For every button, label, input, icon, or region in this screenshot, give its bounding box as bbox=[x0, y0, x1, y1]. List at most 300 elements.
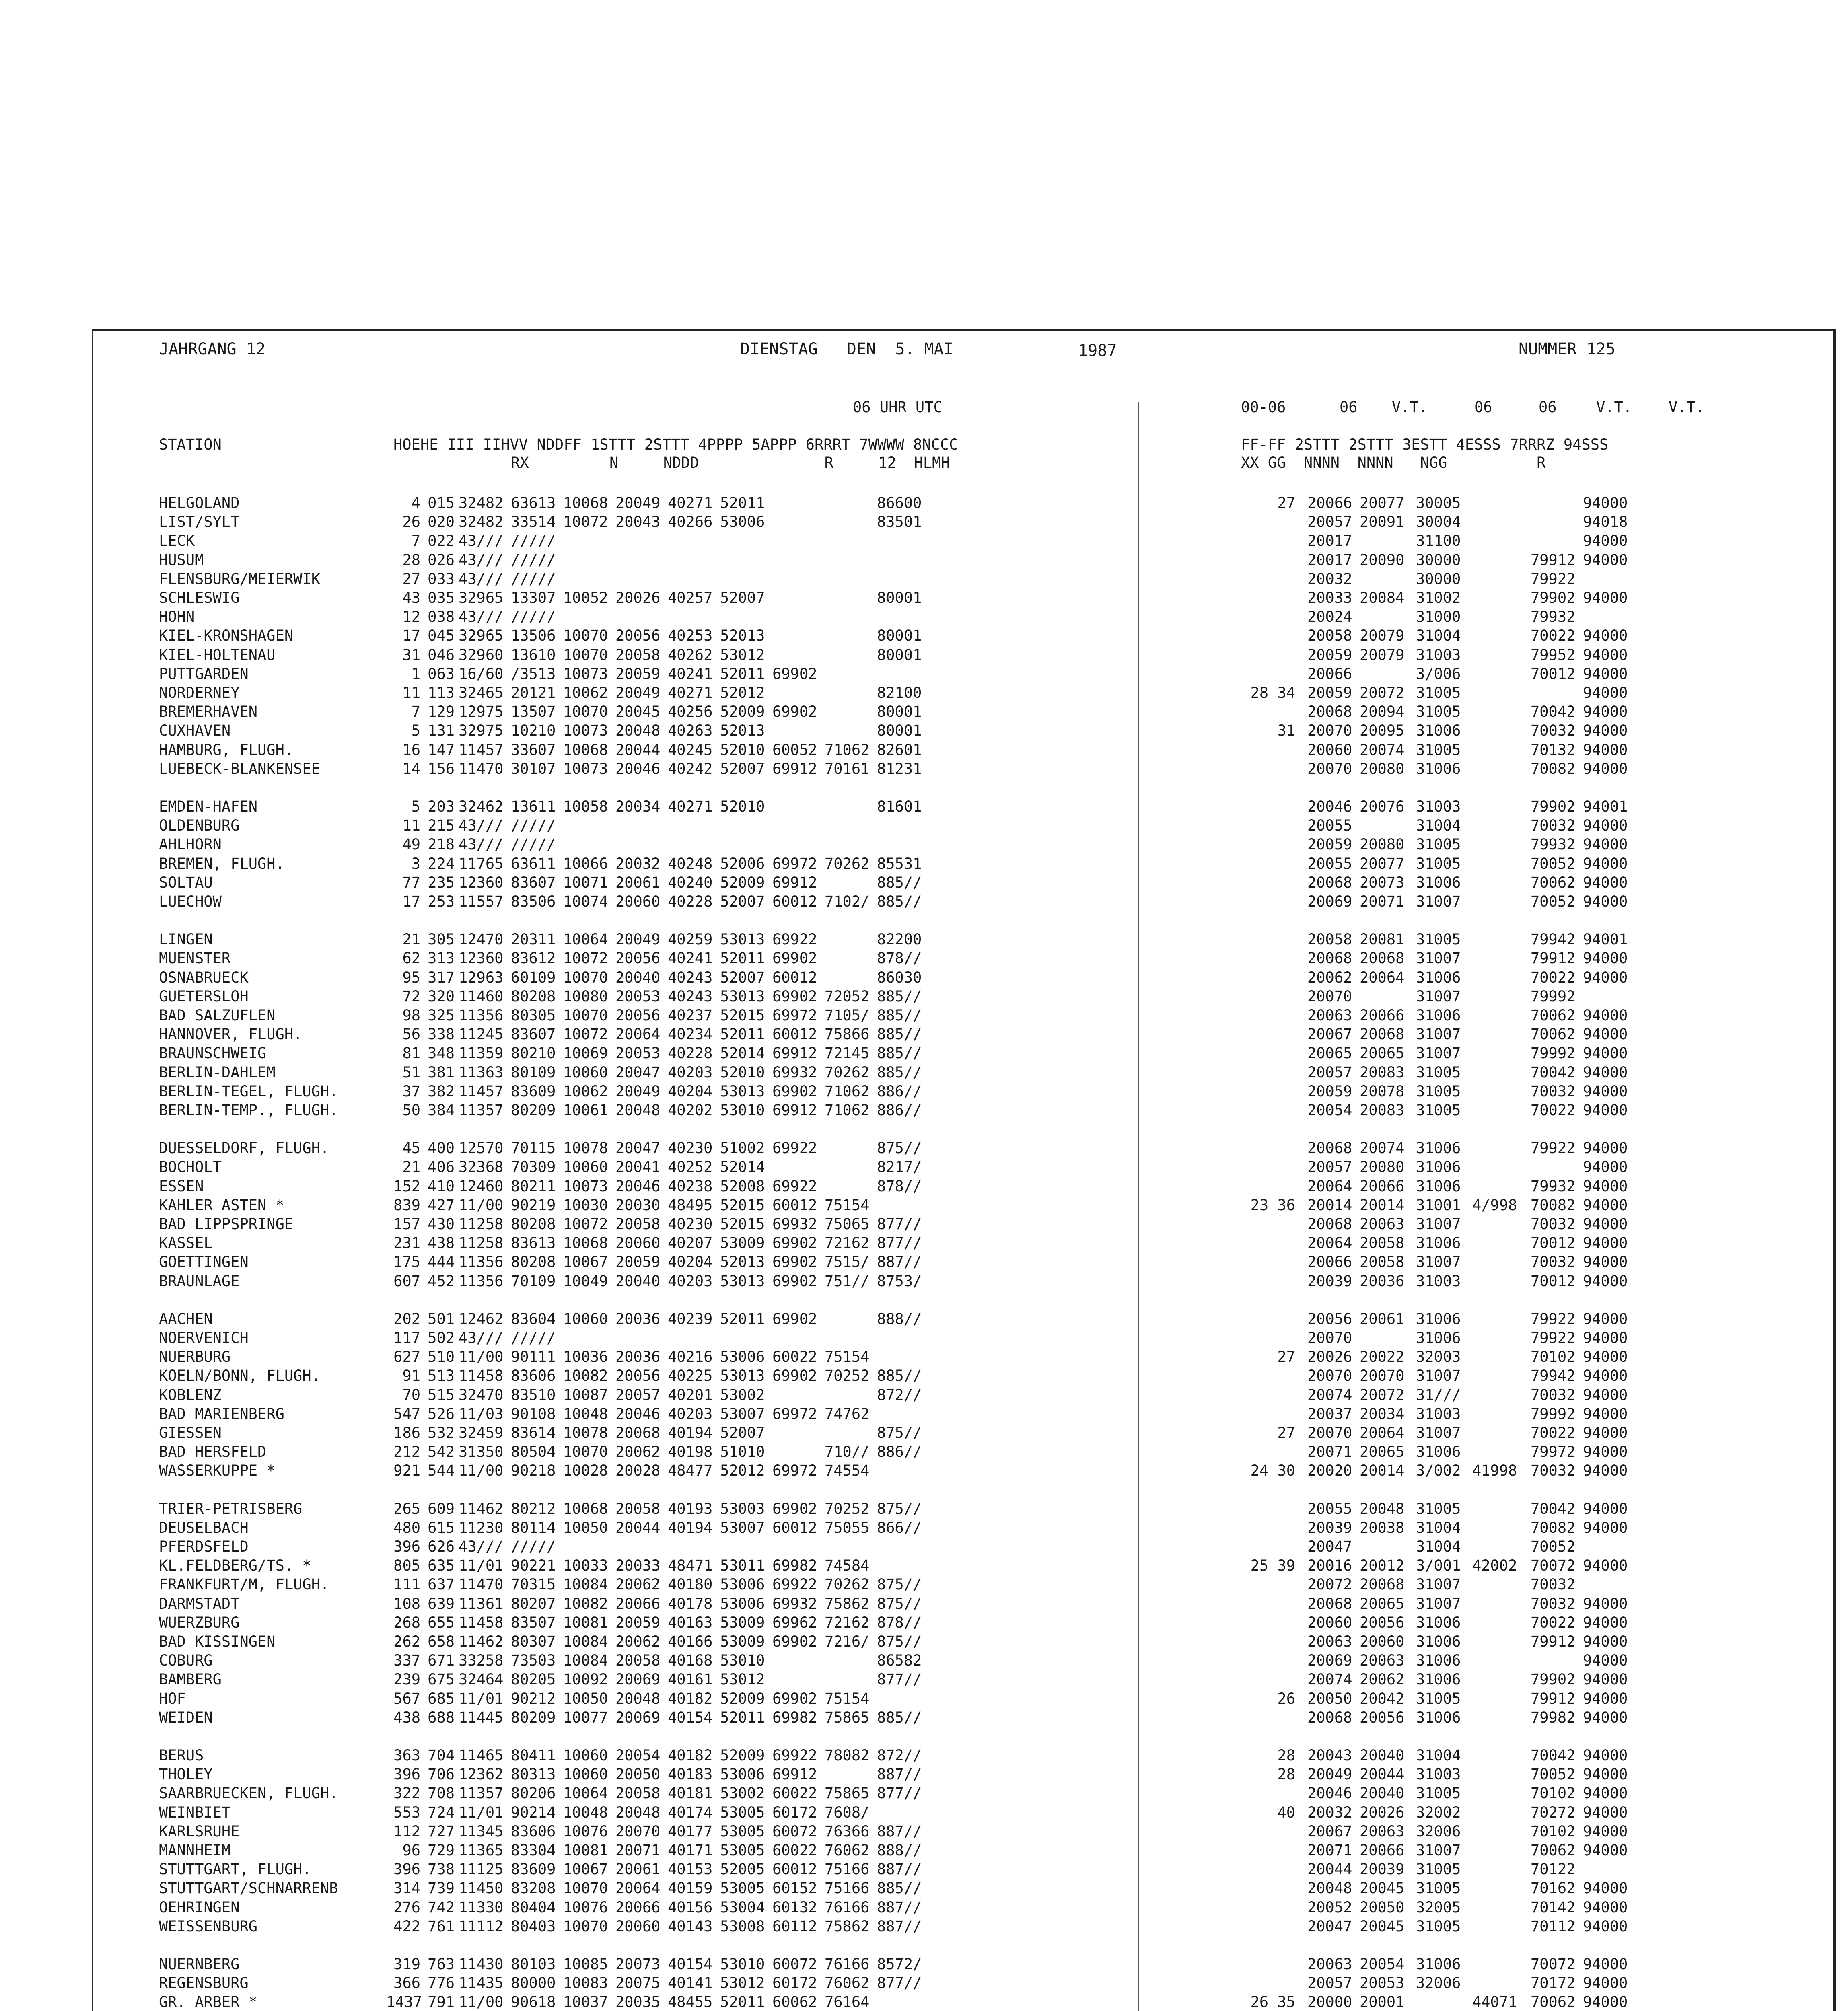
station-number: 381 bbox=[428, 1063, 455, 1081]
group-7rrrz: 79912 bbox=[1531, 950, 1576, 967]
group-5appp: 52007 bbox=[720, 589, 765, 607]
group-8nccc: 877// bbox=[877, 1215, 922, 1233]
group-4pppp: 40271 bbox=[668, 684, 713, 701]
group-8nccc: 82100 bbox=[877, 684, 922, 701]
group-7rrrz: 79992 bbox=[1531, 987, 1576, 1005]
elevation: 5 bbox=[411, 722, 420, 740]
station-row bbox=[0, 874, 1848, 892]
group-3estt: 31006 bbox=[1416, 1234, 1461, 1252]
group-7rrrz: 79912 bbox=[1531, 1633, 1576, 1650]
group-label: 06 bbox=[1474, 399, 1492, 416]
group-1sttt: 10092 bbox=[563, 1671, 608, 1688]
group-4pppp: 40240 bbox=[668, 874, 713, 891]
group-2sttt: 20041 bbox=[615, 1158, 661, 1176]
group-5appp: 52010 bbox=[720, 741, 765, 759]
group-3estt: 31007 bbox=[1416, 1576, 1461, 1594]
group-3estt: 31006 bbox=[1416, 1633, 1461, 1650]
station-name: HAMBURG, FLUGH. bbox=[159, 741, 294, 759]
group-2sttt-vt: 20026 bbox=[1360, 1803, 1405, 1821]
group-2sttt-min: 20067 bbox=[1307, 1822, 1352, 1840]
elevation: 49 bbox=[402, 836, 420, 853]
group-4pppp: 40225 bbox=[668, 1367, 713, 1385]
group-94sss: 94000 bbox=[1583, 1709, 1628, 1726]
group-5appp: 53005 bbox=[720, 1842, 765, 1859]
station-row bbox=[0, 1462, 1848, 1480]
group-4pppp: 48455 bbox=[668, 1993, 713, 2011]
station-number: 156 bbox=[428, 760, 455, 777]
group-iihvv: 11361 bbox=[459, 1595, 504, 1612]
group-3estt: 31005 bbox=[1416, 1861, 1461, 1878]
group-2sttt-min: 20058 bbox=[1307, 627, 1352, 645]
group-3estt: 32005 bbox=[1416, 1898, 1461, 1916]
elevation: 17 bbox=[402, 893, 420, 910]
group-7wwww: 7105/ bbox=[825, 1007, 870, 1024]
group-2sttt-vt: 20058 bbox=[1360, 1234, 1405, 1252]
group-94sss: 94000 bbox=[1583, 1690, 1628, 1707]
group-3estt: 31006 bbox=[1416, 1139, 1461, 1157]
group-iihvv: 32464 bbox=[459, 1671, 504, 1688]
group-3estt: 31004 bbox=[1416, 1538, 1461, 1555]
group-4pppp: 40243 bbox=[668, 987, 713, 1005]
group-iihvv: 11458 bbox=[459, 1614, 504, 1631]
station-row bbox=[0, 1348, 1848, 1366]
elevation: 77 bbox=[402, 874, 420, 891]
group-4pppp: 40194 bbox=[668, 1519, 713, 1536]
group-7wwww: 71062 bbox=[825, 1102, 870, 1119]
station-row bbox=[0, 722, 1848, 740]
group-5appp: 52011 bbox=[720, 665, 765, 683]
group-nddff: 63611 bbox=[511, 855, 556, 872]
group-7rrrz: 70102 bbox=[1531, 1785, 1576, 1802]
group-2sttt: 20049 bbox=[615, 931, 661, 948]
group-2sttt: 20053 bbox=[615, 987, 661, 1005]
group-5appp: 52014 bbox=[720, 1045, 765, 1062]
station-number: 348 bbox=[428, 1045, 455, 1062]
group-2sttt-min: 20068 bbox=[1307, 1709, 1352, 1726]
group-94sss: 94000 bbox=[1583, 1993, 1628, 2011]
group-1sttt: 10068 bbox=[563, 494, 608, 512]
group-2sttt: 20071 bbox=[615, 1842, 661, 1859]
group-2sttt: 20048 bbox=[615, 722, 661, 740]
group-1sttt: 10070 bbox=[563, 968, 608, 986]
group-7rrrz: 70072 bbox=[1531, 1955, 1576, 1973]
group-5appp: 53012 bbox=[720, 646, 765, 664]
group-2sttt: 20040 bbox=[615, 968, 661, 986]
group-7wwww: 70262 bbox=[825, 1063, 870, 1081]
group-2sttt-vt: 20072 bbox=[1360, 684, 1405, 701]
group-iihvv: 11435 bbox=[459, 1974, 504, 1992]
group-2sttt: 20058 bbox=[615, 1785, 661, 1802]
group-7wwww: 72162 bbox=[825, 1614, 870, 1631]
group-nddff: 80209 bbox=[511, 1709, 556, 1726]
station-row bbox=[0, 1443, 1848, 1461]
station-number: 427 bbox=[428, 1196, 455, 1214]
group-iihvv: 11125 bbox=[459, 1861, 504, 1878]
elevation: 28 bbox=[402, 551, 420, 569]
group-nddff: 13506 bbox=[511, 627, 556, 645]
group-2sttt-vt: 20091 bbox=[1360, 513, 1405, 531]
group-4pppp: 40242 bbox=[668, 760, 713, 777]
group-ffff: 26 35 bbox=[1250, 1993, 1295, 2011]
group-5appp: 53009 bbox=[720, 1234, 765, 1252]
group-94sss: 94000 bbox=[1583, 684, 1628, 701]
group-1sttt: 10033 bbox=[563, 1557, 608, 1575]
station-number: 382 bbox=[428, 1082, 455, 1100]
group-7rrrz: 70042 bbox=[1531, 703, 1576, 721]
station-name: DUESSELDORF, FLUGH. bbox=[159, 1139, 329, 1157]
group-2sttt: 20066 bbox=[615, 1898, 661, 1916]
group-nddff: 80205 bbox=[511, 1671, 556, 1688]
group-6rrrt: 69922 bbox=[772, 1747, 817, 1764]
group-4pppp: 40207 bbox=[668, 1234, 713, 1252]
group-iihvv: 11/00 bbox=[459, 1196, 504, 1214]
group-5appp: 52015 bbox=[720, 1007, 765, 1024]
group-1sttt: 10078 bbox=[563, 1139, 608, 1157]
group-2sttt: 20059 bbox=[615, 665, 661, 683]
group-2sttt: 20060 bbox=[615, 893, 661, 910]
group-94sss: 94000 bbox=[1583, 1158, 1628, 1176]
station-name: BAD LIPPSPRINGE bbox=[159, 1215, 294, 1233]
group-94sss: 94000 bbox=[1583, 1045, 1628, 1062]
group-2sttt: 20075 bbox=[615, 1974, 661, 1992]
issue-date: DIENSTAG DEN 5. MAI bbox=[740, 340, 953, 358]
group-1sttt: 10072 bbox=[563, 950, 608, 967]
group-nddff: /3513 bbox=[511, 665, 556, 683]
group-2sttt: 20035 bbox=[615, 1993, 661, 2011]
group-1sttt: 10081 bbox=[563, 1614, 608, 1631]
group-6rrrt: 69902 bbox=[772, 665, 817, 683]
group-label: V.T. bbox=[1596, 399, 1632, 416]
group-1sttt: 10060 bbox=[563, 1747, 608, 1764]
group-94sss: 94000 bbox=[1583, 1329, 1628, 1347]
group-4pppp: 40182 bbox=[668, 1690, 713, 1707]
group-4pppp: 48477 bbox=[668, 1462, 713, 1480]
group-3estt: 31006 bbox=[1416, 1614, 1461, 1631]
group-7wwww: 78082 bbox=[825, 1747, 870, 1764]
group-2sttt-vt: 20066 bbox=[1360, 1842, 1405, 1859]
group-6rrrt: 60022 bbox=[772, 1348, 817, 1366]
group-94sss: 94000 bbox=[1583, 1007, 1628, 1024]
group-iihvv: 43/// bbox=[459, 551, 504, 569]
group-94sss: 94000 bbox=[1583, 1139, 1628, 1157]
group-1sttt: 10068 bbox=[563, 1500, 608, 1518]
group-nddff: ///// bbox=[511, 532, 556, 550]
station-row bbox=[0, 1557, 1848, 1575]
group-6rrrt: 60012 bbox=[772, 1519, 817, 1536]
group-3estt: 31004 bbox=[1416, 1747, 1461, 1764]
group-8nccc: 878// bbox=[877, 950, 922, 967]
station-row bbox=[0, 892, 1848, 911]
station-row bbox=[0, 1519, 1848, 1537]
group-nddff: 83606 bbox=[511, 1367, 556, 1385]
group-6rrrt: 69972 bbox=[772, 855, 817, 872]
station-row bbox=[0, 987, 1848, 1006]
group-2sttt-vt: 20045 bbox=[1360, 1879, 1405, 1897]
station-number: 384 bbox=[428, 1102, 455, 1119]
group-nddff: 13610 bbox=[511, 646, 556, 664]
group-4pppp: 40154 bbox=[668, 1709, 713, 1726]
group-nddff: 73503 bbox=[511, 1652, 556, 1670]
group-iihvv: 11245 bbox=[459, 1026, 504, 1043]
group-2sttt-min: 20000 bbox=[1307, 1993, 1352, 2011]
group-nddff: 80109 bbox=[511, 1063, 556, 1081]
station-number: 526 bbox=[428, 1405, 455, 1423]
group-2sttt: 20057 bbox=[615, 1386, 661, 1404]
station-number: 675 bbox=[428, 1671, 455, 1688]
group-nddff: ///// bbox=[511, 817, 556, 835]
station-number: 313 bbox=[428, 950, 455, 967]
group-ffff: 27 bbox=[1277, 1424, 1295, 1441]
station-number: 253 bbox=[428, 893, 455, 910]
group-6rrrt: 69922 bbox=[772, 931, 817, 948]
group-8nccc: 8572/ bbox=[877, 1955, 922, 1973]
group-2sttt-vt: 20040 bbox=[1360, 1785, 1405, 1802]
group-2sttt: 20064 bbox=[615, 1026, 661, 1043]
station-row bbox=[0, 1025, 1848, 1043]
group-94sss: 94000 bbox=[1583, 1652, 1628, 1670]
group-6rrrt: 69902 bbox=[772, 703, 817, 721]
group-3estt: 31005 bbox=[1416, 1063, 1461, 1081]
group-7wwww: 7515/ bbox=[825, 1253, 870, 1271]
group-2sttt-vt: 20056 bbox=[1360, 1614, 1405, 1631]
station-row bbox=[0, 1841, 1848, 1859]
group-6rrrt: 69902 bbox=[772, 1690, 817, 1707]
group-5appp: 52011 bbox=[720, 1310, 765, 1328]
group-8nccc: 80001 bbox=[877, 646, 922, 664]
group-4pppp: 40171 bbox=[668, 1842, 713, 1859]
station-row bbox=[0, 1898, 1848, 1916]
group-8nccc: 887// bbox=[877, 1898, 922, 1916]
group-8nccc: 885// bbox=[877, 1026, 922, 1043]
group-2sttt: 20048 bbox=[615, 1690, 661, 1707]
group-8nccc: 86030 bbox=[877, 968, 922, 986]
group-94sss: 94000 bbox=[1583, 836, 1628, 853]
group-5appp: 53010 bbox=[720, 1102, 765, 1119]
group-7wwww: 74762 bbox=[825, 1405, 870, 1423]
group-3estt: 31005 bbox=[1416, 1500, 1461, 1518]
group-5appp: 52008 bbox=[720, 1177, 765, 1195]
station-name: BERUS bbox=[159, 1747, 204, 1764]
station-row bbox=[0, 1538, 1848, 1556]
station-name: HOHN bbox=[159, 608, 195, 626]
station-name: KARLSRUHE bbox=[159, 1822, 240, 1840]
group-2sttt-min: 20070 bbox=[1307, 1329, 1352, 1347]
group-iihvv: 11/01 bbox=[459, 1690, 504, 1707]
group-2sttt: 20073 bbox=[615, 1955, 661, 1973]
group-2sttt-vt: 20039 bbox=[1360, 1861, 1405, 1878]
station-number: 325 bbox=[428, 1007, 455, 1024]
group-4pppp: 48495 bbox=[668, 1196, 713, 1214]
group-5appp: 52015 bbox=[720, 1196, 765, 1214]
group-1sttt: 10076 bbox=[563, 1898, 608, 1916]
group-2sttt-min: 20055 bbox=[1307, 1500, 1352, 1518]
group-4pppp: 40216 bbox=[668, 1348, 713, 1366]
group-7rrrz: 70102 bbox=[1531, 1348, 1576, 1366]
station-name: AACHEN bbox=[159, 1310, 213, 1328]
group-iihvv: 12963 bbox=[459, 968, 504, 986]
group-94sss: 94000 bbox=[1583, 1747, 1628, 1764]
station-row bbox=[0, 760, 1848, 778]
group-8nccc: 83501 bbox=[877, 513, 922, 531]
group-2sttt-vt: 20084 bbox=[1360, 589, 1405, 607]
group-94sss: 94000 bbox=[1583, 1614, 1628, 1631]
station-row bbox=[0, 855, 1848, 873]
group-nddff: 83304 bbox=[511, 1842, 556, 1859]
station-number: 729 bbox=[428, 1842, 455, 1859]
group-4pppp: 40253 bbox=[668, 627, 713, 645]
group-6rrrt: 69932 bbox=[772, 1215, 817, 1233]
group-label: 00-06 bbox=[1241, 399, 1286, 416]
group-6rrrt: 69902 bbox=[772, 1633, 817, 1650]
station-row bbox=[0, 1101, 1848, 1119]
group-8nccc: 81231 bbox=[877, 760, 922, 777]
group-2sttt-min: 20060 bbox=[1307, 741, 1352, 759]
group-3estt: 31005 bbox=[1416, 1082, 1461, 1100]
station-row bbox=[0, 1860, 1848, 1878]
group-7wwww: 70161 bbox=[825, 760, 870, 777]
group-2sttt-vt: 20054 bbox=[1360, 1955, 1405, 1973]
station-number: 131 bbox=[428, 722, 455, 740]
group-4pppp: 40271 bbox=[668, 798, 713, 815]
group-2sttt-vt: 20063 bbox=[1360, 1822, 1405, 1840]
group-2sttt-vt: 20070 bbox=[1360, 1367, 1405, 1385]
station-number: 147 bbox=[428, 741, 455, 759]
group-2sttt: 20066 bbox=[615, 1595, 661, 1612]
group-2sttt: 20043 bbox=[615, 513, 661, 531]
group-1sttt: 10077 bbox=[563, 1709, 608, 1726]
group-1sttt: 10030 bbox=[563, 1196, 608, 1214]
group-6rrrt: 60072 bbox=[772, 1955, 817, 1973]
station-name: BAD MARIENBERG bbox=[159, 1405, 284, 1423]
group-4pppp: 40230 bbox=[668, 1215, 713, 1233]
group-94sss: 94000 bbox=[1583, 893, 1628, 910]
group-1sttt: 10087 bbox=[563, 1386, 608, 1404]
group-6rrrt: 69972 bbox=[772, 1462, 817, 1480]
group-6rrrt: 69922 bbox=[772, 1177, 817, 1195]
group-94sss: 94000 bbox=[1583, 874, 1628, 891]
group-6rrrt: 69922 bbox=[772, 1139, 817, 1157]
group-1sttt: 10074 bbox=[563, 893, 608, 910]
group-2sttt: 20054 bbox=[615, 1747, 661, 1764]
station-row bbox=[0, 703, 1848, 721]
station-name: WEISSENBURG bbox=[159, 1917, 258, 1935]
group-3estt: 31007 bbox=[1416, 1424, 1461, 1441]
group-2sttt-min: 20068 bbox=[1307, 874, 1352, 891]
elevation: 438 bbox=[393, 1709, 420, 1726]
group-94sss: 94000 bbox=[1583, 722, 1628, 740]
station-number: 671 bbox=[428, 1652, 455, 1670]
group-8nccc: 888// bbox=[877, 1842, 922, 1859]
group-2sttt-vt: 20081 bbox=[1360, 931, 1405, 948]
group-iihvv: 32975 bbox=[459, 722, 504, 740]
group-2sttt: 20047 bbox=[615, 1139, 661, 1157]
group-2sttt: 20030 bbox=[615, 1196, 661, 1214]
station-number: 532 bbox=[428, 1424, 455, 1441]
station-number: 706 bbox=[428, 1766, 455, 1783]
group-4pppp: 40204 bbox=[668, 1082, 713, 1100]
group-nddff: 80411 bbox=[511, 1747, 556, 1764]
station-row bbox=[0, 1386, 1848, 1404]
group-3estt: 31006 bbox=[1416, 760, 1461, 777]
group-94sss: 94000 bbox=[1583, 1842, 1628, 1859]
group-2sttt: 20040 bbox=[615, 1272, 661, 1290]
group-ffff: 27 bbox=[1277, 494, 1295, 512]
elevation: 50 bbox=[402, 1102, 420, 1119]
elevation: 17 bbox=[402, 627, 420, 645]
group-2sttt-vt: 20073 bbox=[1360, 874, 1405, 891]
group-2sttt-vt: 20079 bbox=[1360, 646, 1405, 664]
elevation: 175 bbox=[393, 1253, 420, 1271]
group-iihvv: 12462 bbox=[459, 1310, 504, 1328]
group-2sttt-vt: 20053 bbox=[1360, 1974, 1405, 1992]
group-2sttt-vt: 20042 bbox=[1360, 1690, 1405, 1707]
station-name: OSNABRUECK bbox=[159, 968, 249, 986]
group-iihvv: 11258 bbox=[459, 1215, 504, 1233]
station-name: LIST/SYLT bbox=[159, 513, 240, 531]
group-2sttt: 20060 bbox=[615, 1917, 661, 1935]
group-1sttt: 10037 bbox=[563, 1993, 608, 2011]
station-number: 400 bbox=[428, 1139, 455, 1157]
group-6rrrt: 69912 bbox=[772, 760, 817, 777]
group-iihvv: 12460 bbox=[459, 1177, 504, 1195]
group-iihvv: 11359 bbox=[459, 1045, 504, 1062]
group-4pppp: 40238 bbox=[668, 1177, 713, 1195]
group-5appp: 52009 bbox=[720, 1690, 765, 1707]
group-2sttt-vt: 20050 bbox=[1360, 1898, 1405, 1916]
group-94sss: 94000 bbox=[1583, 1803, 1628, 1821]
station-row bbox=[0, 1272, 1848, 1290]
station-row bbox=[0, 1993, 1848, 2011]
group-3estt: 31006 bbox=[1416, 1329, 1461, 1347]
group-4pppp: 40259 bbox=[668, 931, 713, 948]
station-row bbox=[0, 1139, 1848, 1157]
group-4pppp: 40237 bbox=[668, 1007, 713, 1024]
group-5appp: 53005 bbox=[720, 1822, 765, 1840]
group-iihvv: 11557 bbox=[459, 893, 504, 910]
group-5appp: 53005 bbox=[720, 1879, 765, 1897]
group-3estt: 31000 bbox=[1416, 608, 1461, 626]
group-6rrrt: 60172 bbox=[772, 1974, 817, 1992]
group-4pppp: 40181 bbox=[668, 1785, 713, 1802]
elevation: 4 bbox=[411, 494, 420, 512]
group-1sttt: 10064 bbox=[563, 1785, 608, 1802]
group-nddff: 90219 bbox=[511, 1196, 556, 1214]
group-6rrrt: 69922 bbox=[772, 1576, 817, 1594]
group-7rrrz: 70012 bbox=[1531, 1272, 1576, 1290]
group-3estt: 31007 bbox=[1416, 1215, 1461, 1233]
group-2sttt: 20048 bbox=[615, 1803, 661, 1821]
group-5appp: 52007 bbox=[720, 1424, 765, 1441]
group-7rrrz: 79922 bbox=[1531, 570, 1576, 588]
elevation: 51 bbox=[402, 1063, 420, 1081]
group-2sttt-min: 20070 bbox=[1307, 1367, 1352, 1385]
elevation: 21 bbox=[402, 1158, 420, 1176]
group-nddff: 80504 bbox=[511, 1443, 556, 1461]
group-2sttt: 20053 bbox=[615, 1045, 661, 1062]
group-nddff: 83609 bbox=[511, 1082, 556, 1100]
group-2sttt-vt: 20064 bbox=[1360, 1424, 1405, 1441]
group-7rrrz: 70062 bbox=[1531, 874, 1576, 891]
group-7rrrz: 70112 bbox=[1531, 1917, 1576, 1935]
group-2sttt: 20049 bbox=[615, 1082, 661, 1100]
station-number: 658 bbox=[428, 1633, 455, 1650]
group-5appp: 53002 bbox=[720, 1785, 765, 1802]
station-row bbox=[0, 1158, 1848, 1176]
group-2sttt-min: 20071 bbox=[1307, 1443, 1352, 1461]
group-7wwww: 75866 bbox=[825, 1026, 870, 1043]
group-iihvv: 12360 bbox=[459, 950, 504, 967]
group-3estt: 31007 bbox=[1416, 1842, 1461, 1859]
